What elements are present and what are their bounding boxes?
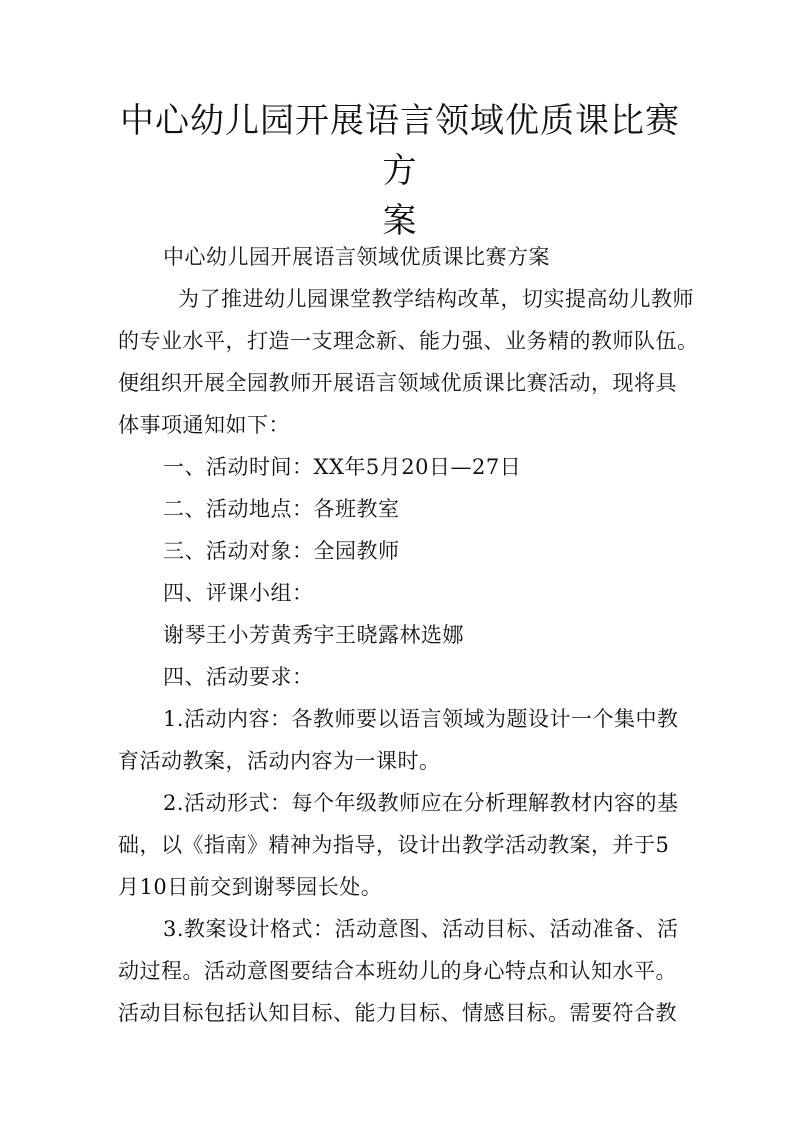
- body-line: 四、活动要求：: [163, 665, 314, 689]
- body-line: 为了推进幼儿园课堂教学结构改革，切实提高幼儿教师: [178, 287, 694, 311]
- body-line: 体事项通知如下：: [118, 413, 290, 437]
- body-line: 谢琴王小芳黄秀宇王晓露林选娜: [163, 623, 464, 647]
- body-line: 的专业水平，打造一支理念新、能力强、业务精的教师队伍。: [118, 329, 699, 353]
- title-line-2: 案: [382, 201, 418, 241]
- document-title: [110, 96, 690, 246]
- body-line: 3.教案设计格式：活动意图、活动目标、活动准备、活: [163, 917, 679, 941]
- body-line: 动过程。活动意图要结合本班幼儿的身心特点和认知水平。: [118, 959, 677, 983]
- body-line: 中心幼儿园开展语言领域优质课比赛方案: [163, 245, 550, 269]
- body-line: 二、活动地点：各班教室: [163, 497, 400, 521]
- body-line: 一、活动时间：XX年5月20日—27日: [163, 455, 522, 479]
- body-line: 三、活动对象：全园教师: [163, 539, 400, 563]
- body-line: 月10日前交到谢琴园长处。: [118, 875, 383, 899]
- body-line: 活动目标包括认知目标、能力目标、情感目标。需要符合教: [118, 1001, 677, 1025]
- title-line-1: 中心幼儿园开展语言领域优质课比赛方: [120, 101, 680, 191]
- body-line: 四、评课小组：: [163, 581, 314, 605]
- body-line: 育活动教案，活动内容为一课时。: [118, 749, 441, 773]
- body-line: 1.活动内容：各教师要以语言领域为题设计一个集中教: [163, 707, 679, 731]
- body-line: 2.活动形式：每个年级教师应在分析理解教材内容的基: [163, 791, 679, 815]
- body-line: 便组织开展全园教师开展语言领域优质课比赛活动，现将具: [118, 371, 677, 395]
- body-line: 础，以《指南》精神为指导，设计出教学活动教案，并于5: [118, 833, 670, 857]
